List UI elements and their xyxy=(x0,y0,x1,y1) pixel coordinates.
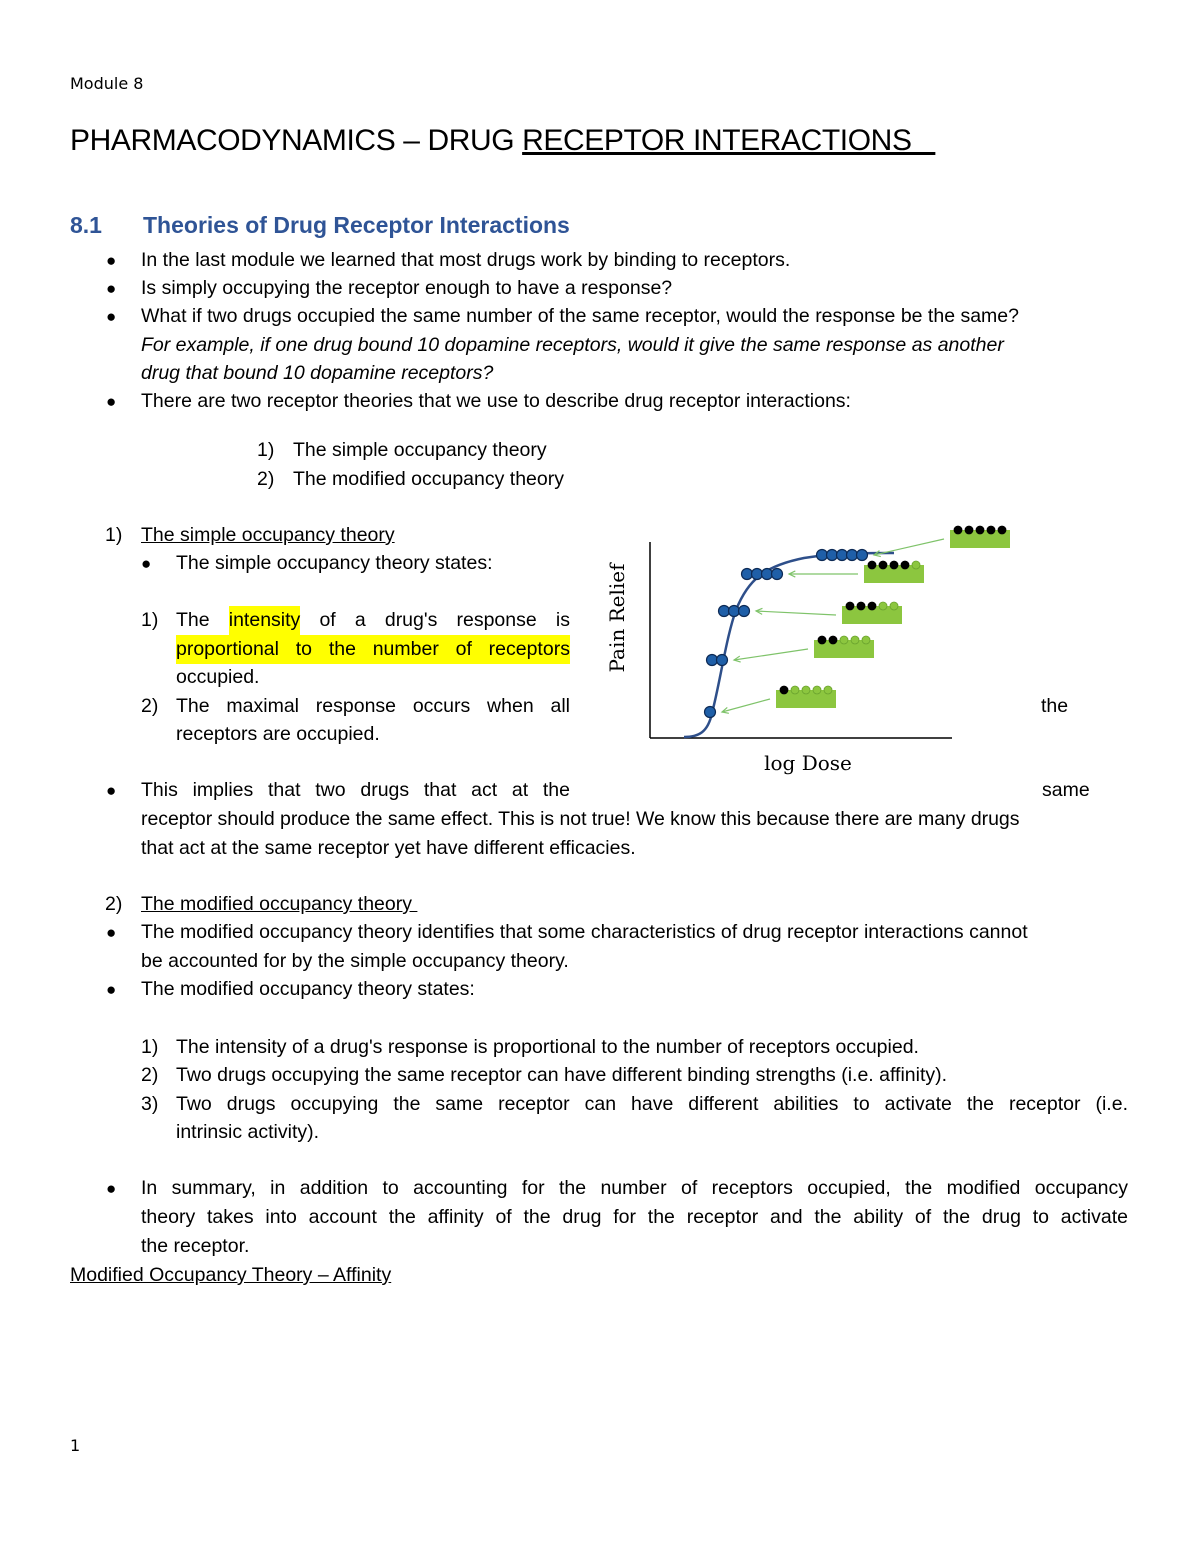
arrow xyxy=(874,539,944,555)
drug-molecule xyxy=(705,707,716,718)
summary-line-1: In summary, in addition to accounting for the number of receptors occupied, the modified occupancy xyxy=(141,1177,1128,1199)
simple-theory-heading: The simple occupancy theory xyxy=(141,524,395,546)
bullet-dot: ● xyxy=(106,307,117,326)
empty-site xyxy=(802,686,810,694)
empty-site xyxy=(813,686,821,694)
drug-molecule xyxy=(837,550,848,561)
affinity-subheading: Modified Occupancy Theory – Affinity xyxy=(70,1264,392,1286)
bullet-dot: ● xyxy=(106,251,117,270)
drug-molecule xyxy=(762,569,773,580)
simple-point-2-line-1: The maximal response occurs when all xyxy=(176,695,570,717)
intro-bullet-1: In the last module we learned that most drugs work by binding to receptors. xyxy=(141,249,791,271)
empty-site xyxy=(862,636,870,644)
bullet-dot: ● xyxy=(106,1179,117,1198)
bullet-dot: ● xyxy=(106,923,117,942)
simple-point-2-line-2: receptors are occupied. xyxy=(176,723,380,745)
empty-site xyxy=(890,602,898,610)
implies-line-2: receptor should produce the same effect. This is not true! We know this because there are many drugs xyxy=(141,808,1020,830)
section-title: Theories of Drug Receptor Interactions xyxy=(143,212,570,238)
dose-response-figure xyxy=(604,518,1024,780)
bullet-dot: ● xyxy=(106,781,117,800)
intro-bullet-2: Is simply occupying the receptor enough to have a response? xyxy=(141,277,673,299)
drug-molecule xyxy=(827,550,838,561)
modified-point-number: 1) xyxy=(141,1036,159,1058)
page-title xyxy=(70,124,935,158)
bullet-dot: ● xyxy=(106,980,117,999)
simple-states: The simple occupancy theory states: xyxy=(176,552,493,574)
bound-site xyxy=(868,602,876,610)
drug-molecule xyxy=(847,550,858,561)
implies-line-3: that act at the same receptor yet have different efficacies. xyxy=(141,837,636,859)
bound-site xyxy=(901,561,909,569)
intro-bullet-3: What if two drugs occupied the same number of the same receptor, would the response be the same? xyxy=(141,305,1019,327)
highlight-proportional: proportional to the number of receptors xyxy=(176,635,570,664)
arrow xyxy=(722,699,770,712)
empty-site xyxy=(912,561,920,569)
empty-site xyxy=(840,636,848,644)
x-axis-label: log Dose xyxy=(764,751,852,775)
intro-example-line-1: For example, if one drug bound 10 dopamine receptors, would it give the same response as another xyxy=(141,334,1004,356)
highlight-intensity: intensity xyxy=(229,606,301,635)
modified-point-3-line-1: Two drugs occupying the same receptor can have different abilities to activate the receptor (i.e. xyxy=(176,1093,1128,1115)
arrow xyxy=(734,649,808,660)
bound-site xyxy=(879,561,887,569)
empty-site xyxy=(824,686,832,694)
modified-theory-number: 2) xyxy=(105,893,123,915)
intro-example-line-2: drug that bound 10 dopamine receptors? xyxy=(141,362,494,384)
bound-site xyxy=(965,526,973,534)
implies-line-1: This implies that two drugs that act at the xyxy=(141,779,570,801)
bound-site xyxy=(890,561,898,569)
theory-list-item: The simple occupancy theory xyxy=(293,439,547,461)
modified-point-number: 3) xyxy=(141,1093,159,1115)
page-number: 1 xyxy=(70,1436,81,1455)
empty-site xyxy=(791,686,799,694)
simple-point-number: 1) xyxy=(141,609,159,631)
simple-point-1-line-3: occupied. xyxy=(176,666,260,688)
modified-theory-heading: The modified occupancy theory xyxy=(141,893,418,915)
bullet-dot: ● xyxy=(106,279,117,298)
bound-site xyxy=(829,636,837,644)
bound-site xyxy=(954,526,962,534)
drug-molecule xyxy=(742,569,753,580)
drug-molecule xyxy=(772,569,783,580)
drug-molecule xyxy=(729,606,740,617)
modified-point-2: Two drugs occupying the same receptor can have different binding strengths (i.e. affinity). xyxy=(176,1064,948,1086)
modified-point-1: The intensity of a drug's response is proportional to the number of receptors occupied. xyxy=(176,1036,919,1058)
drug-molecule xyxy=(739,606,750,617)
theory-list-number: 1) xyxy=(257,439,275,461)
bound-site xyxy=(998,526,1006,534)
modified-bullet-1-line-1: The modified occupancy theory identifies that some characteristics of drug receptor interactions cannot xyxy=(141,921,1028,943)
bound-site xyxy=(818,636,826,644)
bullet-dot: ● xyxy=(141,554,152,573)
bound-site xyxy=(780,686,788,694)
y-axis-label: Pain Relief xyxy=(605,563,629,673)
simple-point-2-line-1-end: the xyxy=(1041,695,1069,717)
summary-line-3: the receptor. xyxy=(141,1235,250,1257)
arrow xyxy=(756,611,836,615)
simple-point-number: 2) xyxy=(141,695,159,717)
summary-line-2: theory takes into account the affinity of the drug for the receptor and the ability of the drug to activate xyxy=(141,1206,1128,1228)
modified-point-3-line-2: intrinsic activity). xyxy=(176,1121,320,1143)
simple-theory-number: 1) xyxy=(105,524,123,546)
bound-site xyxy=(846,602,854,610)
modified-bullet-1-line-2: be accounted for by the simple occupancy theory. xyxy=(141,950,569,972)
section-number: 8.1 xyxy=(70,212,102,238)
drug-molecule xyxy=(719,606,730,617)
bound-site xyxy=(976,526,984,534)
drug-molecule xyxy=(707,655,718,666)
modified-bullet-2: The modified occupancy theory states: xyxy=(141,978,475,1000)
empty-site xyxy=(879,602,887,610)
drug-molecule xyxy=(752,569,763,580)
title-underlined: RECEPTOR INTERACTIONS xyxy=(522,124,936,157)
theory-list-item: The modified occupancy theory xyxy=(293,468,564,490)
bound-site xyxy=(857,602,865,610)
modified-point-number: 2) xyxy=(141,1064,159,1086)
simple-point-1-line-1: The intensity of a drug's response is xyxy=(176,606,570,635)
bound-site xyxy=(987,526,995,534)
drug-molecule xyxy=(717,655,728,666)
implies-line-1-end: same xyxy=(1042,779,1090,801)
module-label: Module 8 xyxy=(70,74,144,93)
empty-site xyxy=(851,636,859,644)
drug-molecule xyxy=(857,550,868,561)
bullet-dot: ● xyxy=(106,392,117,411)
bound-site xyxy=(868,561,876,569)
theory-list-number: 2) xyxy=(257,468,275,490)
drug-molecule xyxy=(817,550,828,561)
intro-bullet-4: There are two receptor theories that we use to describe drug receptor interactions: xyxy=(141,390,851,412)
title-main: PHARMACODYNAMICS – DRUG xyxy=(70,124,523,157)
